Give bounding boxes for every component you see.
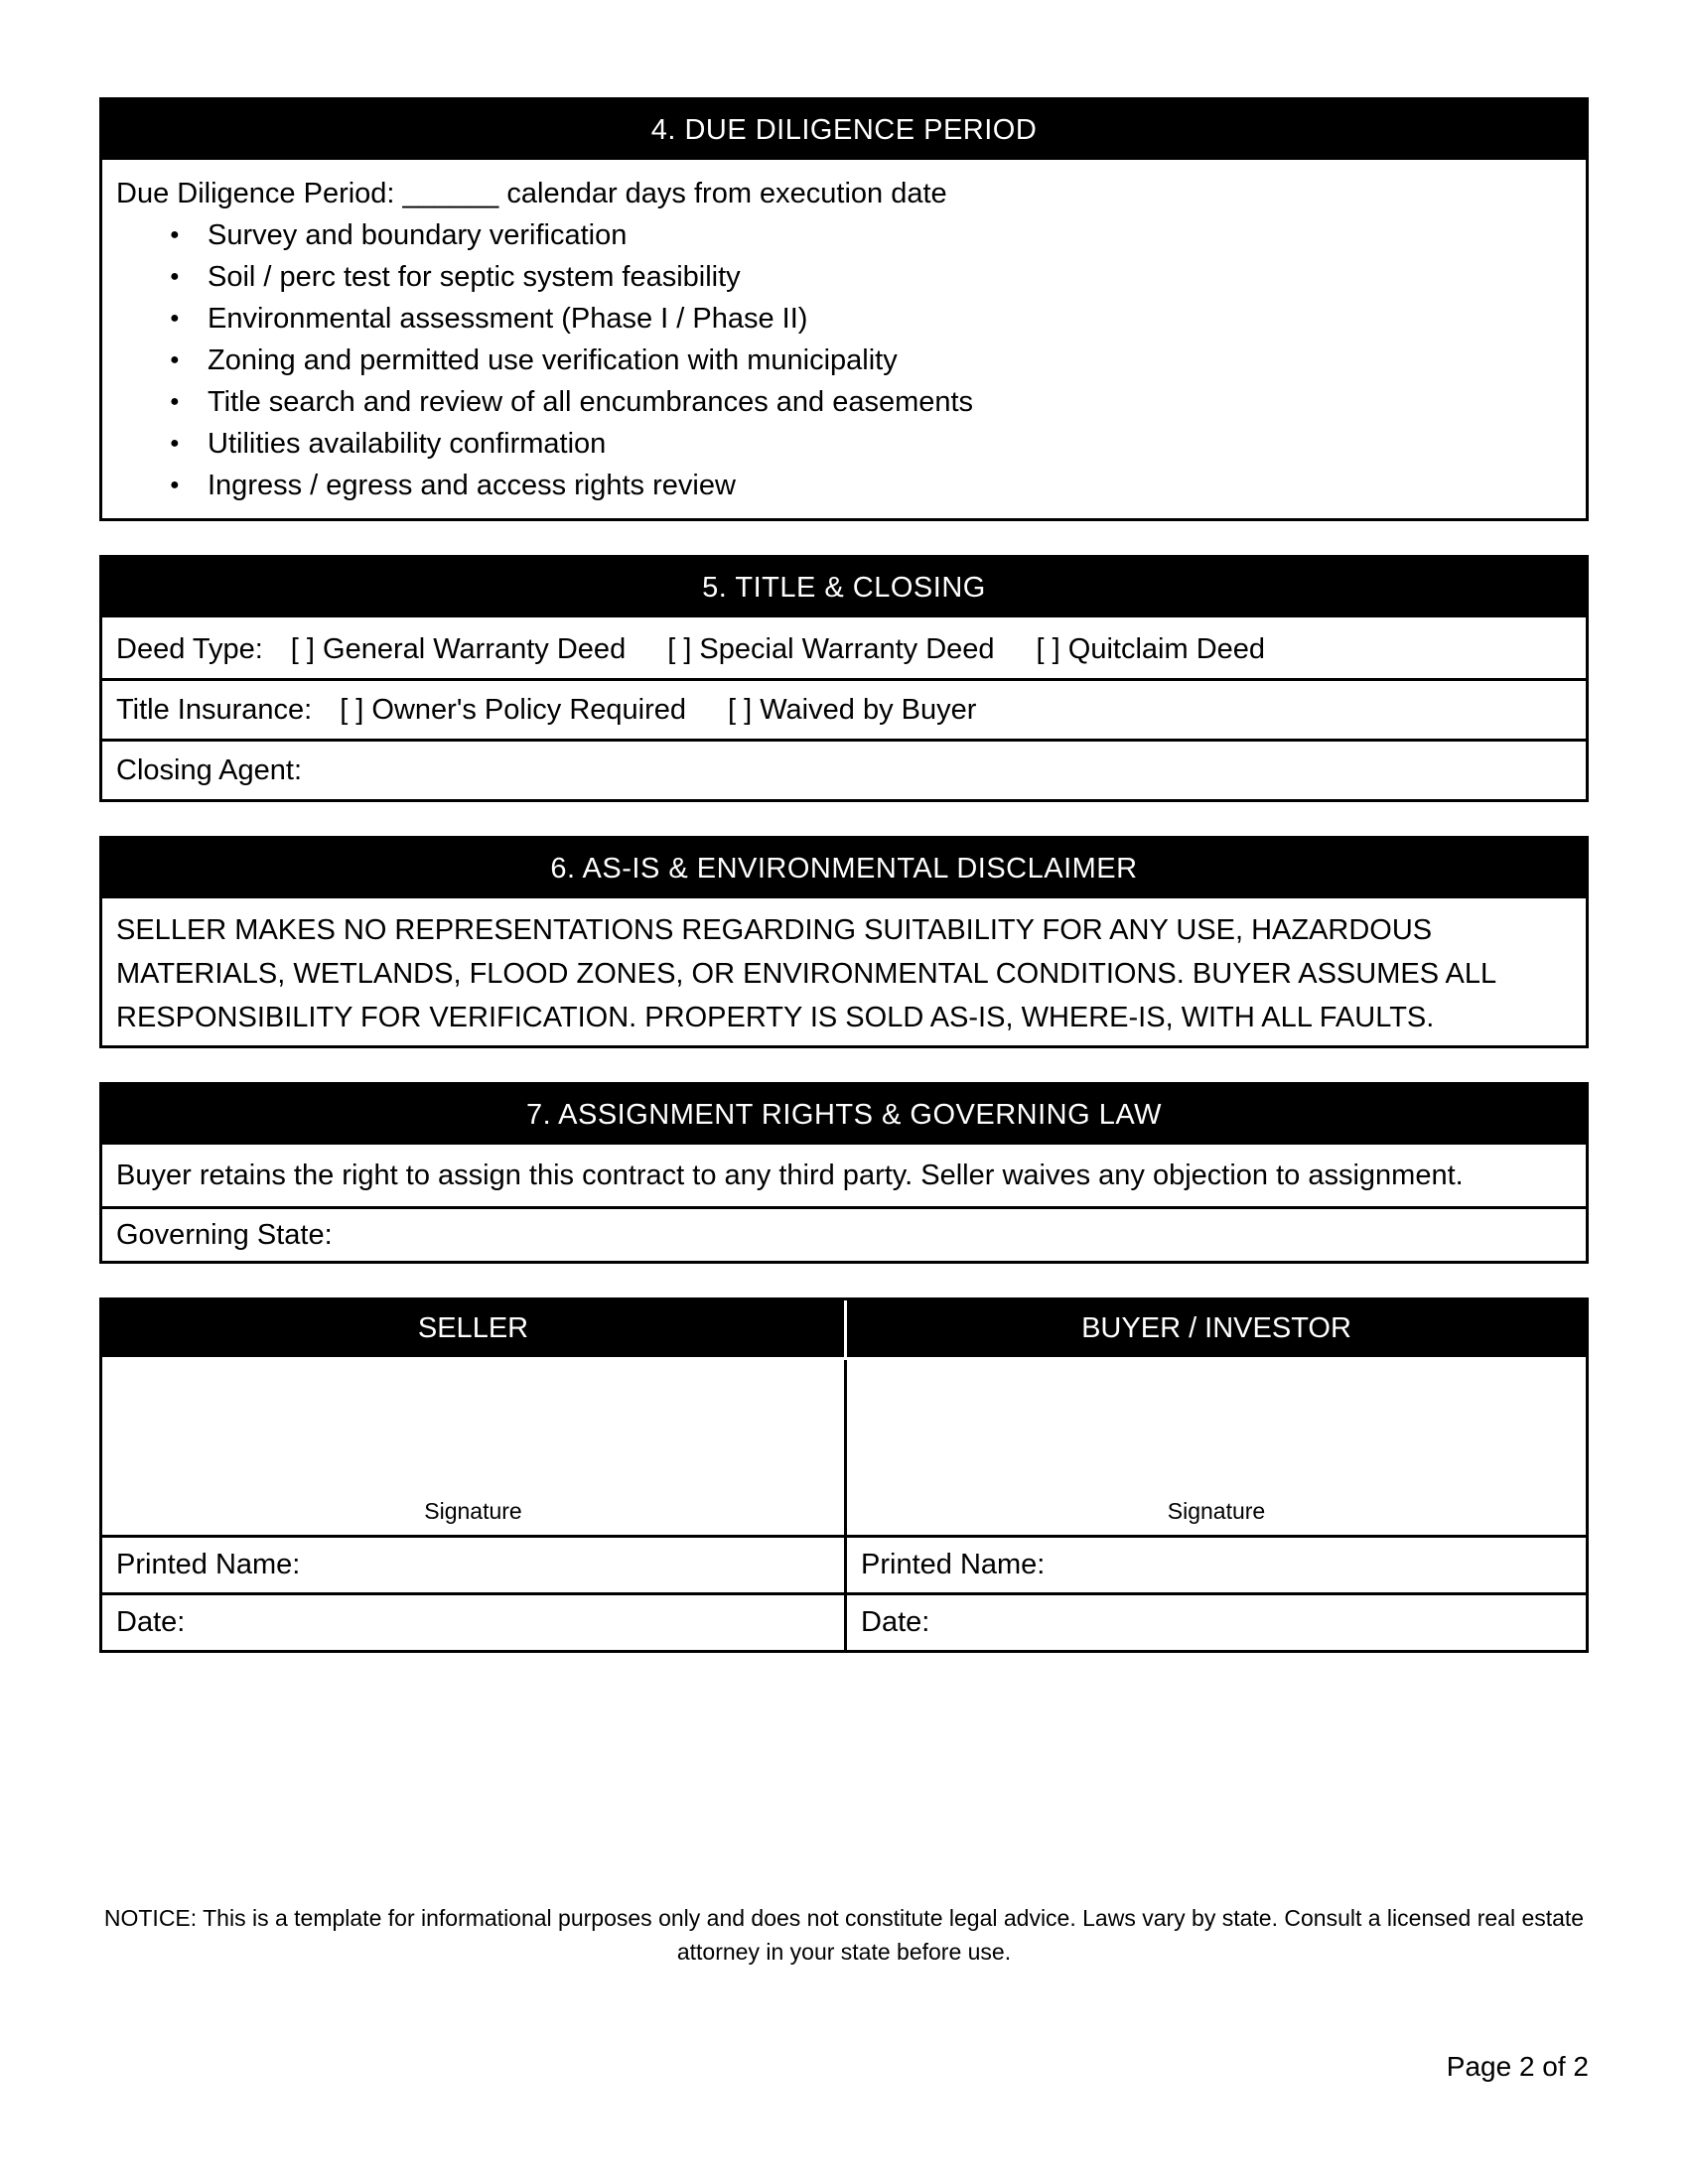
legal-notice: NOTICE: This is a template for informational purposes only and does not constitute legal advice. Laws vary by state. Consult a licensed real estate attorney in your state before use. [103, 1905, 1585, 1965]
deed-type-label: Deed Type: [116, 633, 263, 665]
seller-signature-label: Signature [424, 1498, 522, 1524]
governing-state-row [102, 1206, 1586, 1261]
section-as-is-header: 6. AS-IS & ENVIRONMENTAL DISCLAIMER [102, 839, 1586, 901]
seller-printed-name-label: Printed Name: [116, 1549, 301, 1580]
deed-type-option-special-warranty: [ ] Special Warranty Deed [667, 633, 995, 665]
section-due-diligence-body [102, 163, 1586, 518]
due-diligence-list [116, 214, 1572, 506]
buyer-date-label: Date: [861, 1606, 930, 1638]
due-diligence-item: ● Survey and boundary verification [208, 214, 1572, 256]
due-diligence-item: ● Utilities availability confirmation [208, 423, 1572, 465]
section-as-is-disclaimer [99, 836, 1589, 1048]
page-number: Page 2 of 2 [1446, 2051, 1589, 2082]
deed-type-option-quitclaim: [ ] Quitclaim Deed [1036, 633, 1266, 665]
seller-column-header: SELLER [102, 1300, 844, 1360]
closing-agent-label: Closing Agent: [116, 754, 303, 786]
buyer-column-header: BUYER / INVESTOR [844, 1300, 1586, 1360]
section-title-closing-header: 5. TITLE & CLOSING [102, 558, 1586, 620]
buyer-printed-name-label: Printed Name: [861, 1549, 1046, 1580]
page-content [99, 97, 1589, 1653]
due-diligence-item: ● Soil / perc test for septic system feasibility [208, 256, 1572, 298]
seller-signature-cell [102, 1360, 844, 1535]
buyer-signature-label: Signature [1167, 1498, 1266, 1524]
section-assignment-rights [99, 1082, 1589, 1264]
deed-type-option-general-warranty: [ ] General Warranty Deed [290, 633, 627, 665]
title-insurance-row [102, 678, 1586, 739]
due-diligence-item: ● Zoning and permitted use verification with municipality [208, 340, 1572, 381]
section-due-diligence [99, 97, 1589, 521]
section-assignment-header: 7. ASSIGNMENT RIGHTS & GOVERNING LAW [102, 1085, 1586, 1148]
due-diligence-intro: Due Diligence Period: ______ calendar days from execution date [116, 178, 947, 209]
deed-type-row [102, 620, 1586, 678]
as-is-disclaimer-text: SELLER MAKES NO REPRESENTATIONS REGARDING SUITABILITY FOR ANY USE, HAZARDOUS MATERIALS, WETLANDS, FLOOD ZONES, OR ENVIRONMENTAL CONDITIONS. BUYER ASSUMES ALL RESPONSIBILITY FOR VERIFICATION. PROPERTY IS SOLD AS-IS, WHERE-IS, WITH ALL FAULTS. [116, 914, 1496, 1033]
title-insurance-option-waived: [ ] Waived by Buyer [728, 694, 977, 726]
governing-state-label: Governing State: [116, 1219, 333, 1251]
due-diligence-item: ● Environmental assessment (Phase I / Phase II) [208, 298, 1572, 340]
due-diligence-item: ● Ingress / egress and access rights review [208, 465, 1572, 506]
seller-printed-name-row [102, 1535, 844, 1592]
title-insurance-label: Title Insurance: [116, 694, 313, 726]
title-insurance-option-owners-policy: [ ] Owner's Policy Required [340, 694, 687, 726]
seller-date-label: Date: [116, 1606, 186, 1638]
closing-agent-row [102, 739, 1586, 799]
section-due-diligence-header: 4. DUE DILIGENCE PERIOD [102, 100, 1586, 163]
buyer-printed-name-row [844, 1535, 1586, 1592]
seller-date-row [102, 1592, 844, 1650]
buyer-date-row [844, 1592, 1586, 1650]
section-title-closing [99, 555, 1589, 802]
assignment-rights-text: Buyer retains the right to assign this contract to any third party. Seller waives any objection to assignment. [116, 1160, 1464, 1191]
due-diligence-item: ● Title search and review of all encumbrances and easements [208, 381, 1572, 423]
signature-table [99, 1297, 1589, 1653]
buyer-signature-cell [844, 1360, 1586, 1535]
